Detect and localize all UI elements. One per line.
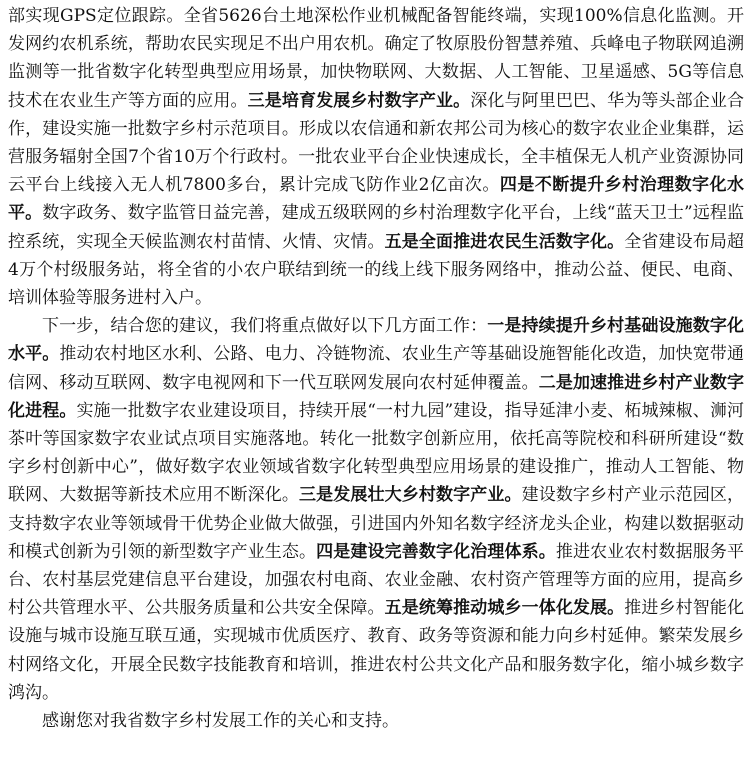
bold-heading-run: 五是全面推进农民生活数字化。 — [384, 231, 625, 252]
bold-heading-run: 四是不断提升乡村治理数字化水平。 — [8, 175, 744, 224]
text-run: 部实现GPS定位跟踪。全省5626台土地深松作业机械配备智能终端，实现100%信息化监测。开发网约农机系统，帮助农民实现足不出户用农机。确定了牧原股份智慧养殖、兵峰电子物联网追溯监测等一批省数字化转型典型应用场景，加快物联网、大数据、人工智能、卫星遥感、5G等信息技术在农业生产等方面的应用。 — [8, 6, 744, 111]
text-run: 深化与阿里巴巴、华为等头部企业合作，建设实施一批数字乡村示范项目。形成以农信通和新农邦公司为核心的数字农业企业集群，运营服务辐射全国7个省10万个行政村。一批农业平台企业快速成长，全丰植保无人机产业资源协同云平台上线接入无人机7800多台，累计完成飞防作业2亿亩次。 — [8, 90, 745, 196]
paragraph-3 — [8, 707, 744, 735]
text-run: 下一步，结合您的建议，我们将重点做好以下几方面工作： — [42, 316, 488, 337]
text-run: 全省建设布局超4万个村级服务站，将全省的小农户联结到统一的线上线下服务网络中，推动公益、便民、电商、培训体验等服务进村入户。 — [8, 231, 745, 309]
bold-heading-run: 四是建设完善数字化治理体系。 — [316, 541, 556, 562]
text-run: 建设数字乡村产业示范园区，支持数字农业等领域骨干优势企业做大做强，引进国内外知名数字经济龙头企业，构建以数据驱动和模式创新为引领的新型数字产业生态。 — [8, 485, 745, 562]
paragraph-2 — [8, 312, 744, 707]
text-run: 感谢您对我省数字乡村发展工作的关心和支持。 — [42, 711, 399, 732]
text-run: 推进乡村智能化设施与城市设施互联互通，实现城市优质医疗、教育、政务等资源和能力向乡村延伸。繁荣发展乡村网络文化，开展全民数字技能教育和培训，推进农村公共文化产品和服务数字化，缩小城乡数字鸿沟。 — [8, 598, 745, 703]
text-run: 推进农业农村数据服务平台、农村基层党建信息平台建设，加强农村电商、农业金融、农村资产管理等方面的应用，提高乡村公共管理水平、公共服务质量和公共安全保障。 — [8, 541, 745, 619]
text-run: 推动农村地区水利、公路、电力、冷链物流、农业生产等基础设施智能化改造，加快宽带通信网、移动互联网、数字电视网和下一代互联网发展向农村延伸覆盖。 — [8, 344, 745, 393]
paragraph-1 — [8, 2, 744, 312]
bold-heading-run: 二是加速推进乡村产业数字化进程。 — [8, 372, 745, 421]
text-run: 实施一批数字农业建设项目，持续开展“一村九园”建设，指导延津小麦、柘城辣椒、浉河茶叶等国家数字农业试点项目实施落地。转化一批数字创新应用，依托高等院校和科研所建设“数字乡村创新中心”，做好数字农业领域省数字化转型典型应用场景的建设推广，推动人工智能、物联网、大数据等新技术应用不断深化。 — [8, 400, 744, 506]
bold-heading-run: 一是持续提升乡村基础设施数字化水平。 — [8, 316, 744, 365]
bold-heading-run: 五是统筹推动城乡一体化发展。 — [384, 598, 625, 619]
bold-heading-run: 三是培育发展乡村数字产业。 — [247, 90, 471, 111]
bold-heading-run: 三是发展壮大乡村数字产业。 — [299, 485, 522, 506]
text-run: 数字政务、数字监管日益完善，建成五级联网的乡村治理数字化平台，上线“蓝天卫士”远程监控系统，实现全天候监测农村苗情、火情、灾情。 — [8, 203, 744, 252]
